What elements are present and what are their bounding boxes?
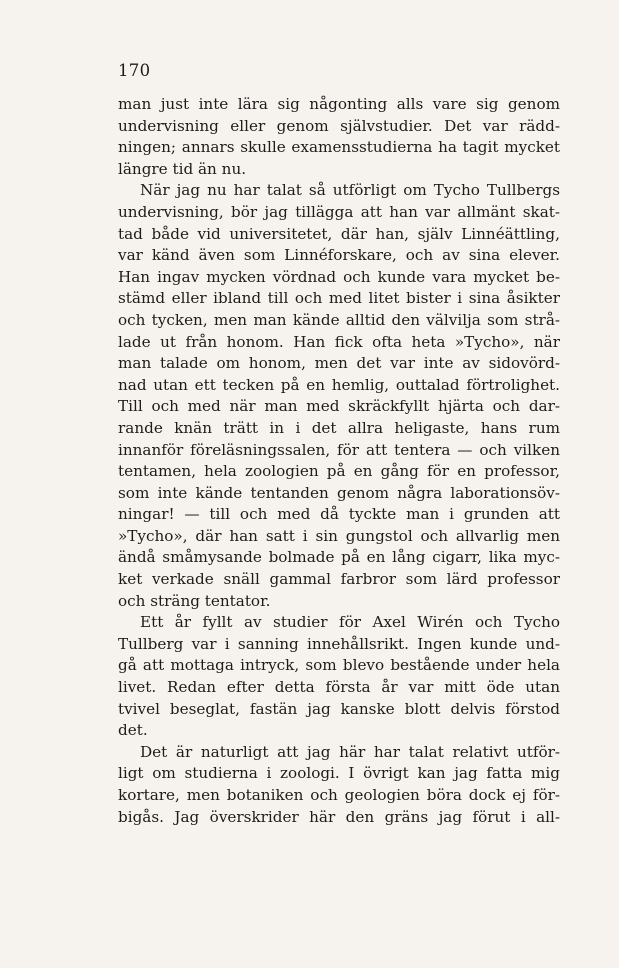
text-line: ändå småmysande bolmade på en lång cigarr, lika myc- [118,548,560,567]
paragraph [118,180,560,612]
paragraph [118,612,560,742]
text-line: Han ingav mycken vördnad och kunde vara mycket be- [118,267,560,286]
text-line: Ett år fyllt av studier för Axel Wirén och Tycho [140,613,560,632]
text-line: När jag nu har talat så utförligt om Tycho Tullbergs [140,181,560,200]
text-line: livet. Redan efter detta första år var mitt öde utan [118,678,560,697]
text-line: innanför föreläsningssalen, för att tentera — och vilken [118,440,560,459]
body-text [118,94,560,828]
text-line: Det är naturligt att jag här har talat relativt utför- [140,742,560,761]
text-line: det. [118,721,148,740]
text-line: ningen; annars skulle examensstudierna ha tagit mycket [118,138,560,157]
text-line: som inte kände tentanden genom några laborationsöv- [118,483,560,502]
text-line: var känd även som Linnéforskare, och av sina elever. [118,246,560,265]
text-line: tvivel beseglat, fastän jag kanske blott delvis förstod [118,699,560,718]
text-line: man just inte lära sig någonting alls vare sig genom [118,95,560,113]
text-line: ligt om studierna i zoologi. I övrigt kan jag fatta mig [118,764,560,783]
paragraph [118,94,560,180]
text-line: bigås. Jag överskrider här den gräns jag förut i all- [118,807,560,826]
text-line: ningar! — till och med då tyckte man i grunden att [118,505,560,524]
text-line: och sträng tentator. [118,591,271,610]
text-line: och tycken, men man kände alltid den välvilja som strå- [118,310,560,329]
text-line: tentamen, hela zoologien på en gång för en professor, [118,462,560,481]
text-line: »Tycho», där han satt i sin gungstol och allvarlig men [118,526,560,545]
text-line: ket verkade snäll gammal farbror som lärd professor [118,570,560,589]
text-line: kortare, men botaniken och geologien böra dock ej för- [118,786,560,804]
text-line: stämd eller ibland till och med litet bister i sina åsikter [118,289,560,308]
text-line: längre tid än nu. [118,159,247,178]
text-line: nad utan ett tecken på en hemlig, outtalad förtrolighet. [118,375,560,394]
text-line: rande knän trätt in i det allra heligaste, hans rum [118,418,560,437]
text-line: undervisning eller genom självstudier. Det var rädd- [118,116,560,135]
text-line: lade ut från honom. Han fick ofta heta »Tycho», när [118,332,560,351]
text-line: Tullberg var i sanning innehållsrikt. Ingen kunde und- [118,634,560,653]
text-line: man talade om honom, men det var inte av sidovörd- [118,354,560,373]
paragraph [118,742,560,828]
page-number: 170 [118,61,151,80]
text-line: gå att mottaga intryck, som blevo bestående under hela [118,656,560,675]
text-line: undervisning, bör jag tillägga att han var allmänt skat- [118,202,560,221]
text-line: tad både vid universitetet, där han, själv Linnéättling, [118,224,560,243]
text-line: Till och med när man med skräckfyllt hjärta och dar- [118,397,560,416]
